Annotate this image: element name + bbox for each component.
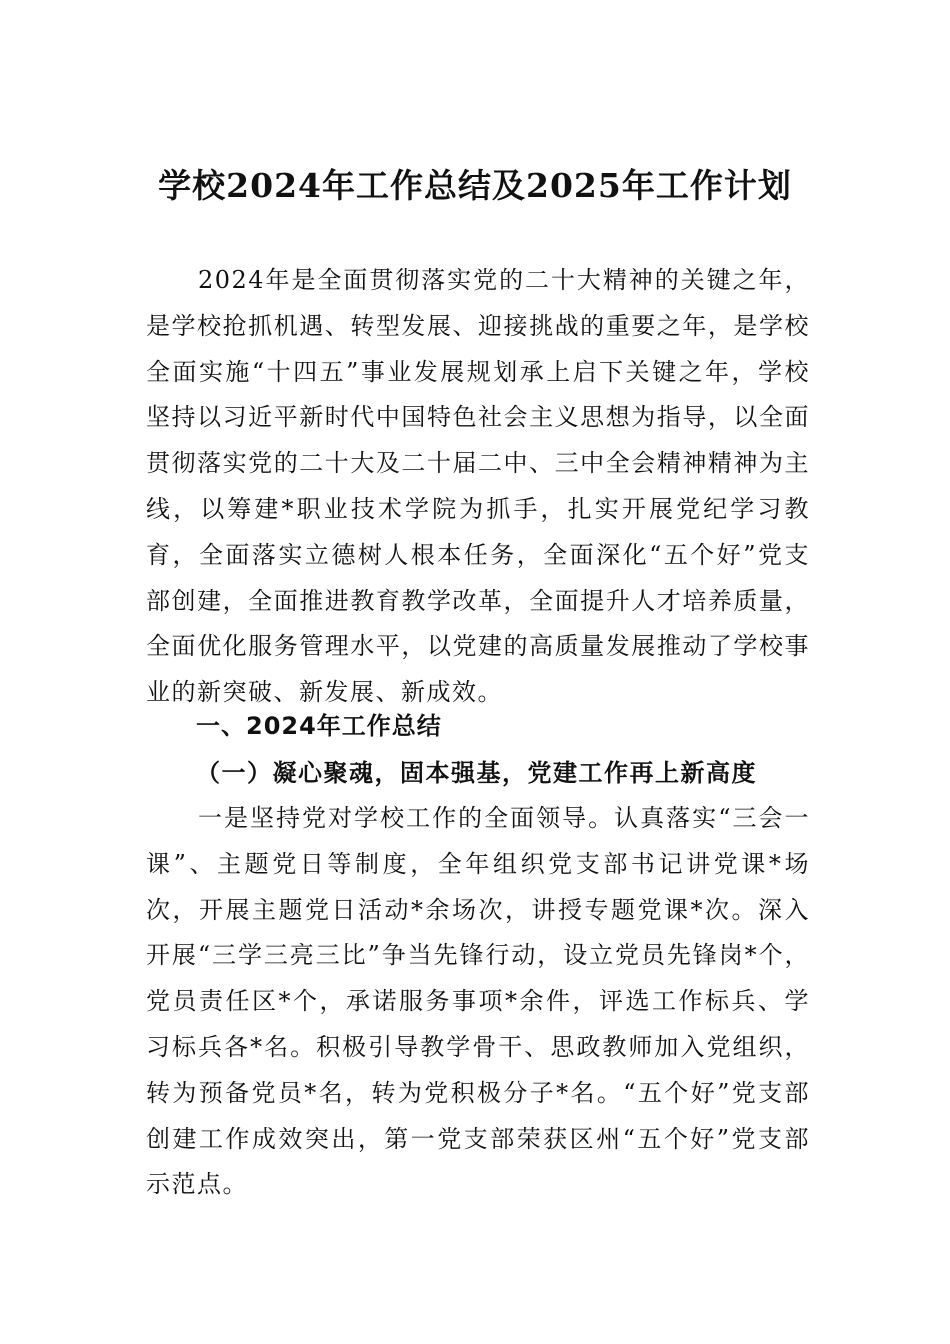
section-heading: 一、2024年工作总结: [196, 712, 442, 740]
intro-paragraph: 2024年是全面贯彻落实党的二十大精神的关键之年，是学校抢抓机遇、转型发展、迎接挑战的重要之年，是学校全面实施“十四五”事业发展规划承上启下关键之年，学校坚持以习近平新时代中国特色社会主义思想为指导，以全面贯彻落实党的二十大及二十届二中、三中全会精神精神为主线，以筹建*职业技术学院为抓手，扎实开展党纪学习教育，全面落实立德树人根本任务，全面深化“五个好”党支部创建，全面推进教育教学改革，全面提升人才培养质量，全面优化服务管理水平，以党建的高质量发展推动了学校事业的新突破、新发展、新成效。: [146, 266, 810, 707]
subsection-heading: （一）凝心聚魂，固本强基，党建工作再上新高度: [196, 758, 757, 787]
document-title: 学校2024年工作总结及2025年工作计划: [158, 166, 792, 205]
body-paragraph: 一是坚持党对学校工作的全面领导。认真落实“三会一课”、主题党日等制度，全年组织党支部书记讲党课*场次，开展主题党日活动*余场次，讲授专题党课*次。深入开展“三学三亮三比”争当先锋行动，设立党员先锋岗*个，党员责任区*个，承诺服务事项*余件，评选工作标兵、学习标兵各*名。积极引导教学骨干、思政教师加入党组织，转为预备党员*名，转为党积极分子*名。“五个好”党支部创建工作成效突出，第一党支部荣获区州“五个好”党支部示范点。: [146, 804, 810, 1199]
